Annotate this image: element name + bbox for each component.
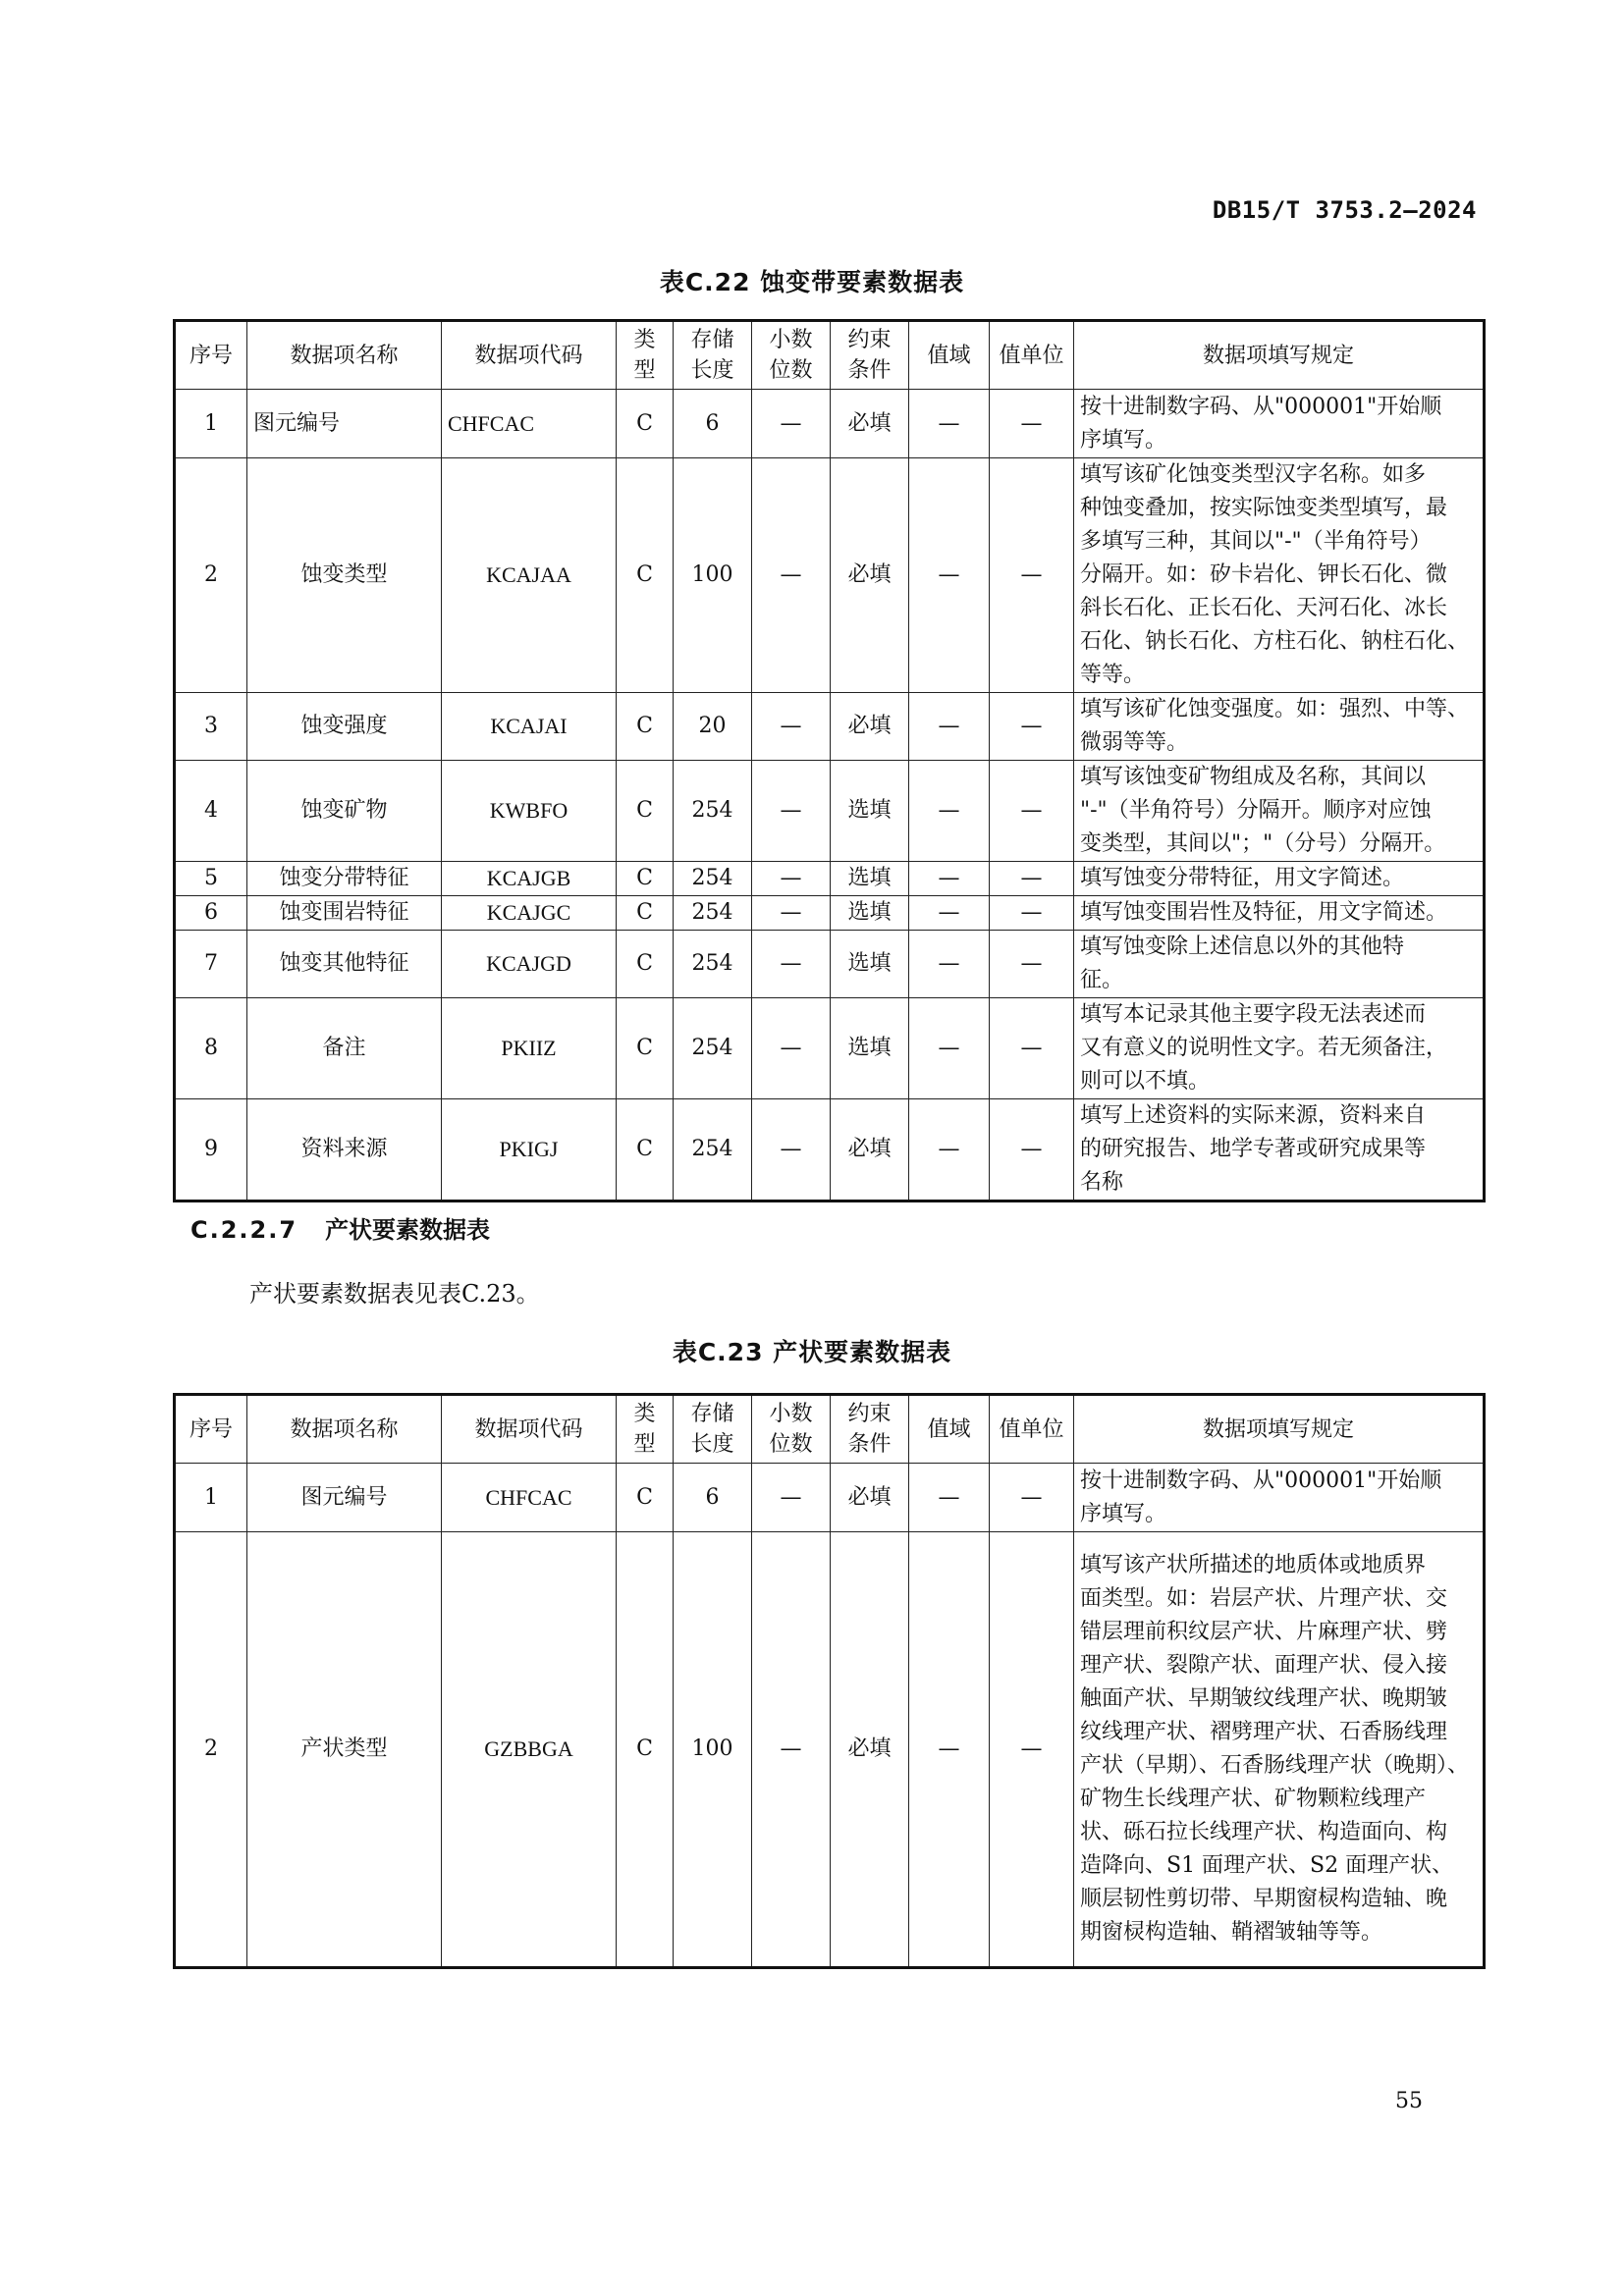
rule-line: 序填写。 — [1080, 427, 1167, 453]
cell-rule — [1074, 896, 1485, 931]
rule-line: 期窗棂构造轴、鞘褶皱轴等等。 — [1080, 1920, 1383, 1945]
cell-type: C — [617, 998, 674, 1099]
cell-type: C — [617, 1099, 674, 1201]
cell-seq: 4 — [175, 761, 247, 862]
page-number: 55 — [1395, 2089, 1423, 2113]
cell-constraint: 选填 — [831, 896, 909, 931]
column-header-label: 长度 — [690, 358, 734, 383]
column-header — [674, 321, 752, 390]
cell-unit: — — [990, 693, 1074, 761]
table-row — [175, 390, 1485, 458]
cell-type: C — [617, 761, 674, 862]
cell-decimals: — — [752, 1099, 831, 1201]
column-header — [831, 1395, 909, 1464]
cell-domain: — — [909, 458, 990, 693]
cell-domain: — — [909, 693, 990, 761]
column-header-label: 小数 — [769, 328, 813, 352]
cell-domain: — — [909, 761, 990, 862]
table-row — [175, 1532, 1485, 1968]
cell-unit: — — [990, 390, 1074, 458]
column-header — [752, 1395, 831, 1464]
column-header-label: 序号 — [189, 1416, 233, 1442]
cell-rule — [1074, 761, 1485, 862]
cell-type: C — [617, 390, 674, 458]
column-header-label: 约束 — [847, 1402, 892, 1426]
section-title: 产状要素数据表 — [325, 1216, 491, 1244]
cell-length: 254 — [674, 862, 752, 896]
cell-name: 图元编号 — [247, 390, 442, 458]
column-header — [1074, 1395, 1485, 1464]
column-header — [442, 321, 617, 390]
column-header-label: 值单位 — [999, 1416, 1064, 1442]
cell-rule — [1074, 862, 1485, 896]
cell-constraint: 必填 — [831, 1099, 909, 1201]
cell-unit: — — [990, 1464, 1074, 1532]
column-header-label: 值域 — [927, 1416, 971, 1442]
table-header-row — [175, 1395, 1485, 1464]
standard-code: DB15/T 3753.2—2024 — [1212, 196, 1477, 224]
cell-name: 图元编号 — [247, 1464, 442, 1532]
cell-unit: — — [990, 458, 1074, 693]
cell-constraint: 选填 — [831, 761, 909, 862]
cell-code: KCAJGC — [442, 896, 617, 931]
column-header-label: 条件 — [847, 358, 892, 383]
rule-line: 理产状、裂隙产状、面理产状、侵入接 — [1080, 1653, 1448, 1678]
column-header — [442, 1395, 617, 1464]
cell-rule — [1074, 693, 1485, 761]
rule-line: 填写该产状所描述的地质体或地质界 — [1080, 1553, 1427, 1577]
rule-line: 填写本记录其他主要字段无法表述而 — [1080, 1002, 1427, 1027]
column-header-label: 类 — [633, 1402, 656, 1426]
rule-line: 种蚀变叠加，按实际蚀变类型填写，最 — [1080, 496, 1448, 520]
rule-line: 又有意义的说明性文字。若无须备注， — [1080, 1036, 1448, 1060]
cell-constraint: 必填 — [831, 1532, 909, 1968]
rule-line: 序填写。 — [1080, 1501, 1167, 1526]
cell-decimals: — — [752, 862, 831, 896]
cell-constraint: 选填 — [831, 998, 909, 1099]
cell-code: GZBBGA — [442, 1532, 617, 1968]
column-header — [909, 321, 990, 390]
cell-unit: — — [990, 1532, 1074, 1968]
cell-type: C — [617, 1464, 674, 1532]
column-header-label: 长度 — [690, 1432, 734, 1457]
column-header-label: 位数 — [769, 1432, 813, 1457]
cell-type: C — [617, 693, 674, 761]
column-header-label: 数据项填写规定 — [1202, 1416, 1354, 1442]
section-heading — [190, 1210, 490, 1245]
rule-line: 石化、钠长石化、方柱石化、钠柱石化、 — [1080, 629, 1470, 654]
cell-unit: — — [990, 896, 1074, 931]
column-header-label: 序号 — [189, 343, 233, 368]
column-header — [990, 1395, 1074, 1464]
column-header-label: 类 — [633, 328, 656, 352]
rule-line: 则可以不填。 — [1080, 1069, 1211, 1094]
body-paragraph: 产状要素数据表见表C.23。 — [249, 1280, 540, 1308]
cell-rule — [1074, 458, 1485, 693]
rule-line: 填写蚀变分带特征，用文字简述。 — [1080, 866, 1405, 890]
column-header-label: 条件 — [847, 1432, 892, 1457]
column-header-label: 数据项名称 — [290, 343, 399, 368]
column-header-label: 数据项代码 — [474, 343, 583, 368]
cell-unit: — — [990, 862, 1074, 896]
cell-length: 20 — [674, 693, 752, 761]
cell-domain: — — [909, 1464, 990, 1532]
cell-length: 6 — [674, 390, 752, 458]
cell-domain: — — [909, 931, 990, 998]
cell-decimals: — — [752, 1464, 831, 1532]
cell-code: PKIIZ — [442, 998, 617, 1099]
cell-unit: — — [990, 998, 1074, 1099]
rule-line: 错层理前积纹层产状、片麻理产状、劈 — [1080, 1620, 1448, 1644]
cell-domain: — — [909, 1099, 990, 1201]
cell-decimals: — — [752, 896, 831, 931]
table-row — [175, 1099, 1485, 1201]
cell-seq: 1 — [175, 390, 247, 458]
cell-code: PKIGJ — [442, 1099, 617, 1201]
cell-code: KCAJAA — [442, 458, 617, 693]
table-row — [175, 761, 1485, 862]
cell-length: 100 — [674, 458, 752, 693]
rule-line: 面类型。如：岩层产状、片理产状、交 — [1080, 1586, 1448, 1611]
cell-length: 254 — [674, 998, 752, 1099]
rule-line: 按十进制数字码、从"000001"开始顺 — [1080, 394, 1442, 419]
cell-code: KCAJGB — [442, 862, 617, 896]
cell-constraint: 选填 — [831, 862, 909, 896]
cell-name: 蚀变围岩特征 — [247, 896, 442, 931]
rule-line: 填写该矿化蚀变强度。如：强烈、中等、 — [1080, 697, 1470, 721]
rule-line: 矿物生长线理产状、矿物颗粒线理产 — [1080, 1787, 1427, 1811]
column-header — [175, 1395, 247, 1464]
table-row — [175, 862, 1485, 896]
column-header — [990, 321, 1074, 390]
cell-rule — [1074, 931, 1485, 998]
column-header — [674, 1395, 752, 1464]
column-header-label: 存储 — [690, 328, 734, 352]
cell-unit: — — [990, 931, 1074, 998]
cell-seq: 6 — [175, 896, 247, 931]
rule-line: 变类型，其间以"；"（分号）分隔开。 — [1080, 831, 1446, 856]
cell-constraint: 必填 — [831, 1464, 909, 1532]
table-row — [175, 693, 1485, 761]
rule-line: 名称 — [1080, 1170, 1124, 1195]
cell-length: 254 — [674, 931, 752, 998]
cell-name: 蚀变其他特征 — [247, 931, 442, 998]
rule-line: 填写该蚀变矿物组成及名称，其间以 — [1080, 765, 1427, 789]
cell-length: 254 — [674, 761, 752, 862]
cell-code: CHFCAC — [442, 1464, 617, 1532]
cell-domain: — — [909, 390, 990, 458]
cell-constraint: 必填 — [831, 458, 909, 693]
rule-line: 填写该矿化蚀变类型汉字名称。如多 — [1080, 462, 1427, 487]
cell-length: 6 — [674, 1464, 752, 1532]
column-header — [175, 321, 247, 390]
table-caption-c23: 表C.23 产状要素数据表 — [672, 1338, 952, 1366]
table-caption-c22: 表C.22 蚀变带要素数据表 — [659, 268, 965, 296]
table-row — [175, 998, 1485, 1099]
rule-line: "-"（半角符号）分隔开。顺序对应蚀 — [1080, 798, 1432, 823]
cell-type: C — [617, 862, 674, 896]
column-header — [831, 321, 909, 390]
cell-constraint: 必填 — [831, 693, 909, 761]
column-header-label: 数据项名称 — [290, 1416, 399, 1442]
cell-name: 蚀变强度 — [247, 693, 442, 761]
cell-decimals: — — [752, 761, 831, 862]
cell-code: KCAJAI — [442, 693, 617, 761]
cell-name: 资料来源 — [247, 1099, 442, 1201]
column-header-label: 约束 — [847, 328, 892, 352]
rule-line: 斜长石化、正长石化、天河石化、冰长 — [1080, 596, 1448, 620]
column-header-label: 数据项代码 — [474, 1416, 583, 1442]
cell-name: 蚀变类型 — [247, 458, 442, 693]
column-header — [1074, 321, 1485, 390]
rule-line: 的研究报告、地学专著或研究成果等 — [1080, 1137, 1427, 1161]
cell-rule — [1074, 1099, 1485, 1201]
table-header-row — [175, 321, 1485, 390]
table-row — [175, 896, 1485, 931]
cell-rule — [1074, 1464, 1485, 1532]
rule-line: 微弱等等。 — [1080, 730, 1189, 755]
rule-line: 状、砾石拉长线理产状、构造面向、构 — [1080, 1820, 1448, 1844]
column-header — [909, 1395, 990, 1464]
column-header-label: 小数 — [769, 1402, 813, 1426]
rule-line: 填写上述资料的实际来源，资料来自 — [1080, 1103, 1427, 1128]
cell-name: 备注 — [247, 998, 442, 1099]
rule-line: 纹线理产状、褶劈理产状、石香肠线理 — [1080, 1720, 1448, 1744]
rule-line: 造降向、S1 面理产状、S2 面理产状、 — [1080, 1853, 1454, 1878]
alteration-zone-table — [173, 319, 1486, 1202]
column-header-label: 型 — [633, 1432, 656, 1457]
cell-seq: 8 — [175, 998, 247, 1099]
table-row — [175, 931, 1485, 998]
cell-decimals: — — [752, 1532, 831, 1968]
rule-line: 按十进制数字码、从"000001"开始顺 — [1080, 1468, 1442, 1493]
cell-length: 254 — [674, 896, 752, 931]
cell-rule — [1074, 1532, 1485, 1968]
column-header-label: 型 — [633, 358, 656, 383]
table-row — [175, 458, 1485, 693]
column-header — [247, 321, 442, 390]
cell-seq: 1 — [175, 1464, 247, 1532]
cell-type: C — [617, 896, 674, 931]
cell-seq: 2 — [175, 458, 247, 693]
cell-rule — [1074, 390, 1485, 458]
cell-decimals: — — [752, 693, 831, 761]
attitude-element-table — [173, 1393, 1486, 1969]
cell-domain: — — [909, 896, 990, 931]
column-header-label: 值域 — [927, 343, 971, 368]
column-header-label: 值单位 — [999, 343, 1064, 368]
cell-domain: — — [909, 1532, 990, 1968]
cell-decimals: — — [752, 458, 831, 693]
cell-seq: 5 — [175, 862, 247, 896]
cell-code: KCAJGD — [442, 931, 617, 998]
rule-line: 产状（早期）、石香肠线理产状（晚期）、 — [1080, 1753, 1470, 1778]
cell-domain: — — [909, 998, 990, 1099]
cell-decimals: — — [752, 998, 831, 1099]
rule-line: 顺层韧性剪切带、早期窗棂构造轴、晚 — [1080, 1887, 1448, 1911]
cell-seq: 2 — [175, 1532, 247, 1968]
column-header-label: 位数 — [769, 358, 813, 383]
cell-name: 蚀变矿物 — [247, 761, 442, 862]
column-header — [617, 321, 674, 390]
column-header — [247, 1395, 442, 1464]
cell-code: CHFCAC — [442, 390, 617, 458]
cell-unit: — — [990, 1099, 1074, 1201]
cell-constraint: 必填 — [831, 390, 909, 458]
rule-line: 等等。 — [1080, 663, 1146, 687]
cell-unit: — — [990, 761, 1074, 862]
cell-code: KWBFO — [442, 761, 617, 862]
section-number: C.2.2.7 — [190, 1216, 298, 1244]
cell-constraint: 选填 — [831, 931, 909, 998]
rule-line: 分隔开。如：矽卡岩化、钾长石化、微 — [1080, 562, 1448, 587]
column-header — [617, 1395, 674, 1464]
cell-decimals: — — [752, 390, 831, 458]
cell-type: C — [617, 931, 674, 998]
cell-seq: 7 — [175, 931, 247, 998]
cell-type: C — [617, 458, 674, 693]
cell-name: 蚀变分带特征 — [247, 862, 442, 896]
column-header-label: 数据项填写规定 — [1202, 343, 1354, 368]
cell-length: 100 — [674, 1532, 752, 1968]
table-row — [175, 1464, 1485, 1532]
rule-line: 征。 — [1080, 968, 1124, 992]
rule-line: 填写蚀变除上述信息以外的其他特 — [1080, 934, 1405, 959]
column-header-label: 存储 — [690, 1402, 734, 1426]
cell-name: 产状类型 — [247, 1532, 442, 1968]
cell-decimals: — — [752, 931, 831, 998]
cell-rule — [1074, 998, 1485, 1099]
rule-line: 填写蚀变围岩性及特征，用文字简述。 — [1080, 900, 1448, 925]
cell-domain: — — [909, 862, 990, 896]
cell-seq: 3 — [175, 693, 247, 761]
cell-type: C — [617, 1532, 674, 1968]
column-header — [752, 321, 831, 390]
cell-length: 254 — [674, 1099, 752, 1201]
rule-line: 触面产状、早期皱纹线理产状、晚期皱 — [1080, 1686, 1448, 1711]
rule-line: 多填写三种，其间以"-"（半角符号） — [1080, 529, 1432, 554]
cell-seq: 9 — [175, 1099, 247, 1201]
